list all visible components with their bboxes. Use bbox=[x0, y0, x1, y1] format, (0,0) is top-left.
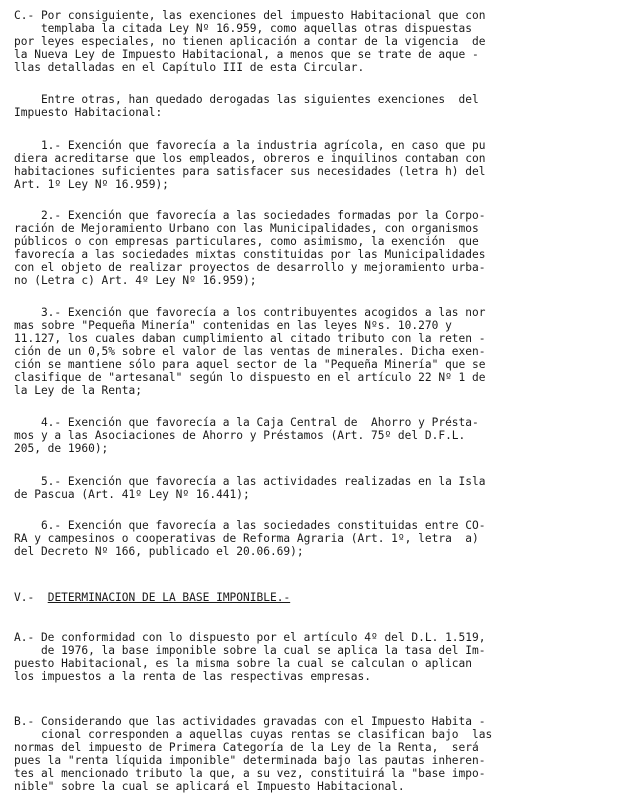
text-line: 5.- Exención que favorecía a las actividades realizadas en la Isla bbox=[14, 475, 486, 488]
text-line: no (Letra c) Art. 4º Ley Nº 16.959); bbox=[14, 274, 257, 287]
text-line: con el objeto de realizar proyectos de desarrollo y mejoramiento urba- bbox=[14, 261, 486, 274]
text-line: 3.- Exención que favorecía a los contribuyentes acogidos a las nor bbox=[14, 306, 486, 319]
text-line: 2.- Exención que favorecía a las sociedades formadas por la Corpo- bbox=[14, 209, 486, 222]
text-line: C.- Por consiguiente, las exenciones del impuesto Habitacional que con bbox=[14, 9, 486, 22]
text-line: los impuestos a la renta de las respectivas empresas. bbox=[14, 670, 371, 683]
text-line: B.- Considerando que las actividades gravadas con el Impuesto Habita - bbox=[14, 715, 486, 728]
section-number: V.- bbox=[14, 591, 35, 604]
text-line: diera acreditarse que los empleados, obreros e inquilinos contaban con bbox=[14, 152, 486, 165]
text-line: pues la "renta líquida imponible" determinada bajo las pautas inheren- bbox=[14, 754, 486, 767]
text-line: de 1976, la base imponible sobre la cual se aplica la tasa del Im- bbox=[14, 644, 486, 657]
text-line: mas sobre "Pequeña Minería" contenidas en las leyes Nºs. 10.270 y bbox=[14, 319, 452, 332]
text-line: Art. 1º Ley Nº 16.959); bbox=[14, 178, 169, 191]
text-line: la Nueva Ley de Impuesto Habitacional, a menos que se trate de aque - bbox=[14, 48, 479, 61]
text-line: del Decreto Nº 166, publicado el 20.06.69); bbox=[14, 545, 304, 558]
text-line: ción se mantiene sólo para aquel sector de la "Pequeña Minería" que se bbox=[14, 358, 486, 371]
text-line: mos y a las Asociaciones de Ahorro y Préstamos (Art. 75º del D.F.L. bbox=[14, 429, 466, 442]
text-line: de Pascua (Art. 41º Ley Nº 16.441); bbox=[14, 488, 250, 501]
text-line: llas detalladas en el Capítulo III de esta Circular. bbox=[14, 61, 365, 74]
section-title: DETERMINACION DE LA BASE IMPONIBLE.- bbox=[47, 591, 291, 604]
text-line: ción de un 0,5% sobre el valor de las ventas de minerales. Dicha exen- bbox=[14, 345, 486, 358]
text-line: Entre otras, han quedado derogadas las siguientes exenciones del bbox=[14, 93, 479, 106]
text-line: ración de Mejoramiento Urbano con las Municipalidades, con organismos bbox=[14, 222, 479, 235]
text-line: cional corresponden a aquellas cuyas rentas se clasifican bajo las bbox=[14, 728, 493, 741]
text-line: templaba la citada Ley Nº 16.959, como aquellas otras dispuestas bbox=[14, 22, 473, 35]
section-v-heading bbox=[14, 592, 290, 604]
text-line: favorecía a las sociedades mixtas constituidas por las Municipalidades bbox=[14, 248, 486, 261]
text-line: Impuesto Habitacional: bbox=[14, 106, 163, 119]
text-line: 205, de 1960); bbox=[14, 442, 109, 455]
text-line: puesto Habitacional, es la misma sobre la cual se calculan o aplican bbox=[14, 657, 473, 670]
text-line: tes al mencionado tributo la que, a su vez, constituirá la "base impo- bbox=[14, 767, 486, 780]
text-line: 6.- Exención que favorecía a las sociedades constituidas entre CO- bbox=[14, 519, 486, 532]
text-line: por leyes especiales, no tienen aplicación a contar de la vigencia de bbox=[14, 35, 486, 48]
text-line: 4.- Exención que favorecía a la Caja Central de Ahorro y Présta- bbox=[14, 416, 479, 429]
text-line: 11.127, los cuales daban cumplimiento al citado tributo con la reten - bbox=[14, 332, 486, 345]
text-line: 1.- Exención que favorecía a la industria agrícola, en caso que pu bbox=[14, 139, 486, 152]
text-line: nible" sobre la cual se aplicará el Impuesto Habitacional. bbox=[14, 780, 405, 793]
text-line: normas del impuesto de Primera Categoría de la Ley de la Renta, será bbox=[14, 741, 479, 754]
text-line: clasifique de "artesanal" según lo dispuesto en el artículo 22 Nº 1 de bbox=[14, 371, 486, 384]
text-line: la Ley de la Renta; bbox=[14, 384, 142, 397]
text-line: habitaciones suficientes para satisfacer sus necesidades (letra h) del bbox=[14, 165, 486, 178]
text-line: A.- De conformidad con lo dispuesto por el artículo 4º del D.L. 1.519, bbox=[14, 631, 486, 644]
text-line: RA y campesinos o cooperativas de Reforma Agraria (Art. 1º, letra a) bbox=[14, 532, 479, 545]
text-line: públicos o con empresas particulares, como asimismo, la exención que bbox=[14, 235, 479, 248]
